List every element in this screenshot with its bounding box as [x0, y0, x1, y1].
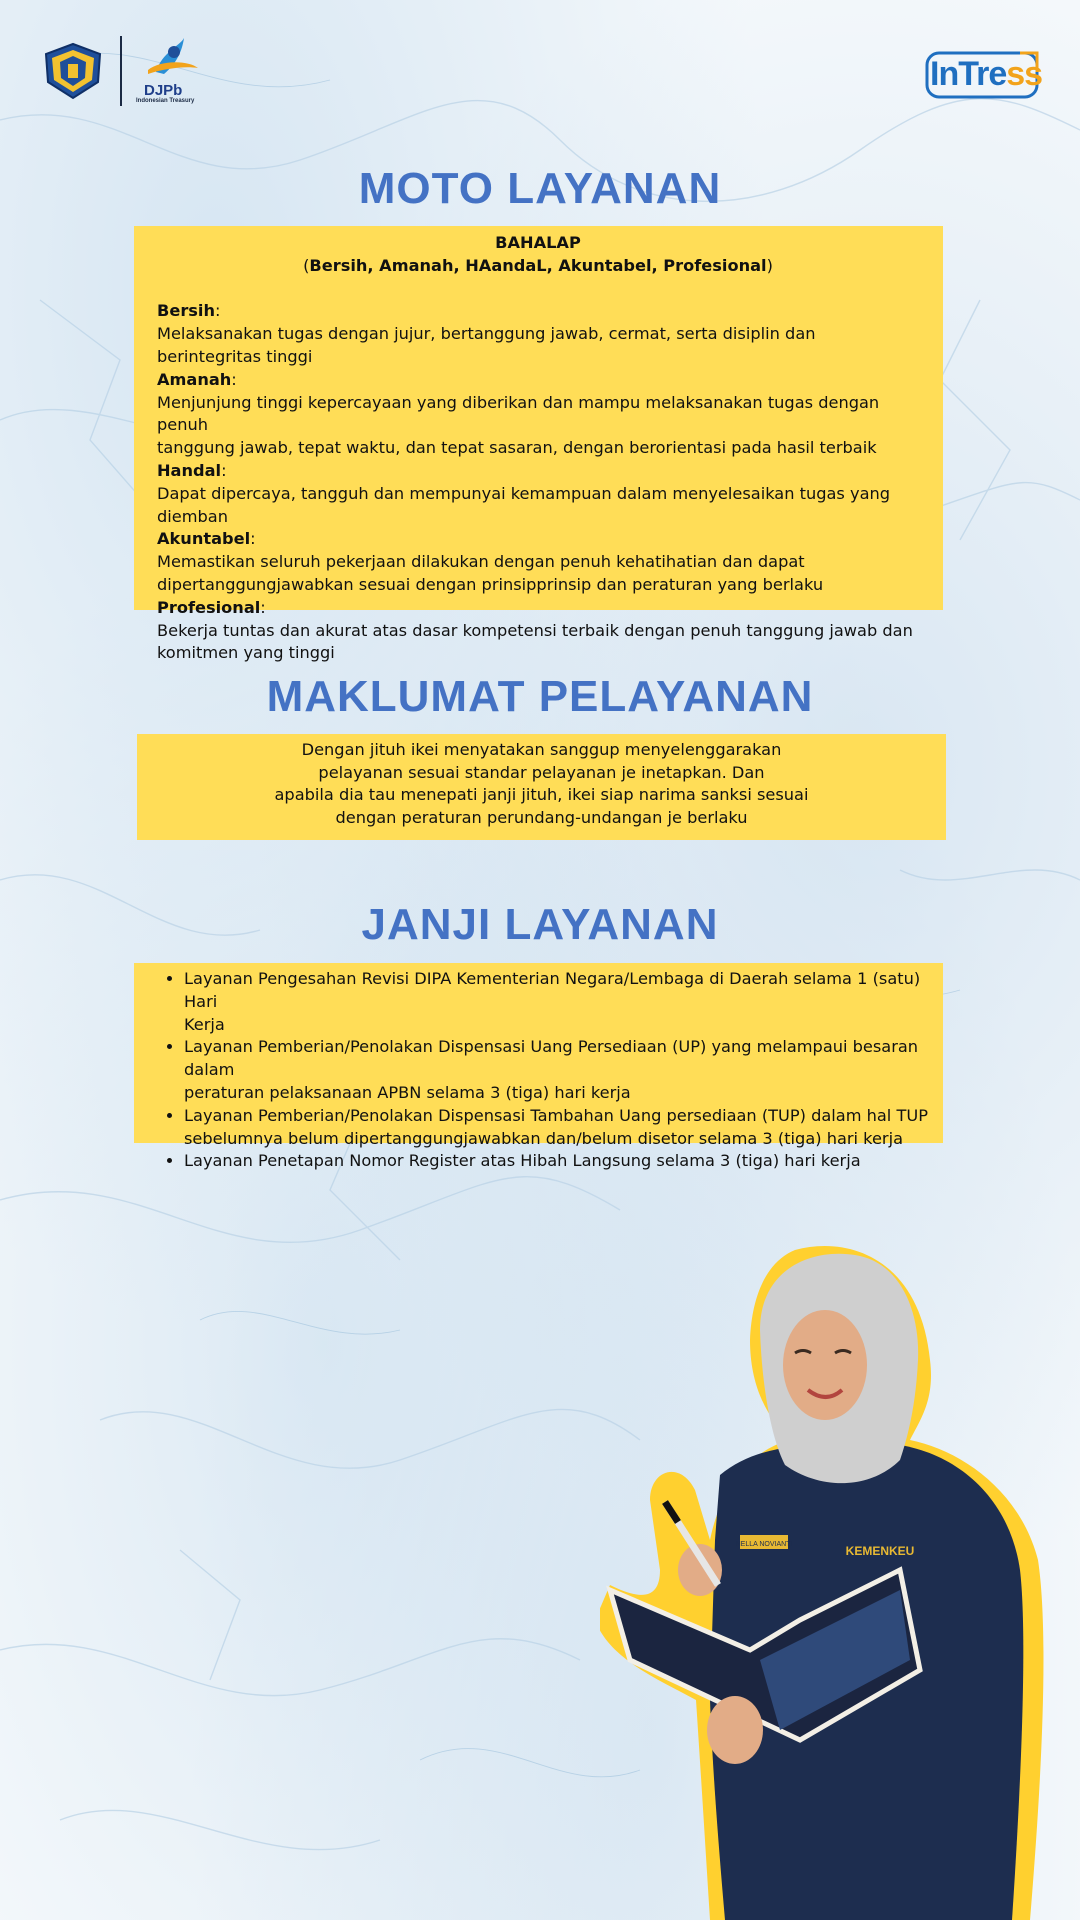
moto-acronym-full: Bersih, Amanah, HAandaL, Akuntabel, Profesional [309, 255, 767, 275]
kemenkeu-emblem-logo [42, 42, 104, 100]
maklumat-line: dengan peraturan perundang-undangan je berlaku [335, 807, 748, 827]
janji-layanan-title: JANJI LAYANAN [361, 900, 719, 949]
moto-acronym-full-line: (Bersih, Amanah, HAandaL, Akuntabel, Profesional) [303, 255, 773, 275]
moto-item-description: Dapat dipercaya, tangguh dan mempunyai kemampuan dalam menyelesaikan tugas yang diemban [157, 483, 891, 526]
kemenkeu-badge: KEMENKEU [845, 1544, 915, 1558]
maklumat-pelayanan-box [137, 734, 946, 840]
janji-layanan-box [134, 963, 943, 1171]
intress-logo-text: InTress [930, 55, 1043, 93]
moto-item-term: Handal: [157, 460, 227, 480]
moto-item-description: dipertanggungjawabkan sesuai dengan prinsipprinsip dan peraturan yang berlaku [157, 574, 824, 594]
maklumat-line: apabila dia tau menepati janji jituh, ikei siap narima sanksi sesuai [274, 785, 809, 804]
janji-list-item: • Layanan Pengesahan Revisi DIPA Kementerian Negara/Lembaga di Daerah selama 1 (satu) Hari Kerja [184, 968, 929, 1036]
moto-item-term: Bersih: [157, 301, 221, 321]
moto-acronym: BAHALAP [495, 233, 581, 252]
janji-list-item: • Layanan Pemberian/Penolakan Dispensasi Tambahan Uang persediaan (TUP) dalam hal TUP sebelumnya belum dipertanggungjawabkan dan/belum disetor selama 3 (tiga) hari kerja [184, 1105, 929, 1151]
moto-item-description: Melaksanakan tugas dengan jujur, bertanggung jawab, cermat, serta disiplin dan berintegritas tinggi [157, 324, 816, 366]
logo-divider [120, 36, 122, 106]
moto-items [157, 300, 919, 665]
djpb-label: DJPb [144, 82, 183, 99]
maklumat-text [137, 739, 946, 829]
maklumat-line: Dengan jituh ikei menyatakan sanggup menyelenggarakan [301, 740, 782, 759]
moto-layanan-title: MOTO LAYANAN [358, 164, 722, 213]
staff-photo [600, 1240, 1050, 1920]
moto-item-description: tanggung jawab, tepat waktu, dan tepat sasaran, dengan berorientasi pada hasil terbaik [157, 438, 877, 458]
name-tag: NELLA NOVIANTI [735, 1541, 793, 1548]
moto-item-description: Memastikan seluruh pekerjaan dilakukan dengan penuh kehatihatian dan dapat [157, 552, 805, 572]
moto-item-term: Profesional: [157, 597, 266, 617]
moto-item-term: Amanah: [157, 369, 237, 389]
moto-layanan-box [134, 226, 943, 663]
janji-list-item: • Layanan Pemberian/Penolakan Dispensasi Uang Persediaan (UP) yang melampaui besaran dalam peraturan pelaksanaan APBN selama 3 (tiga) hari kerja [184, 1036, 929, 1104]
moto-item-term: Akuntabel: [157, 529, 256, 549]
moto-item-description: komitmen yang tinggi [157, 643, 335, 663]
maklumat-line: pelayanan sesuai standar pelayanan je inetapkan. Dan [318, 762, 765, 782]
djpb-sublabel: Indonesian Treasury [136, 98, 195, 104]
maklumat-pelayanan-title: MAKLUMAT PELAYANAN [266, 672, 814, 721]
moto-item-description: Menjunjung tinggi kepercayaan yang diberikan dan mampu melaksanakan tugas dengan penuh [157, 392, 880, 435]
moto-item-description: Bekerja tuntas dan akurat atas dasar kompetensi terbaik dengan penuh tanggung jawab dan [157, 620, 913, 640]
janji-list-item: • Layanan Penetapan Nomor Register atas Hibah Langsung selama 3 (tiga) hari kerja [184, 1150, 929, 1173]
janji-list [184, 968, 929, 1173]
